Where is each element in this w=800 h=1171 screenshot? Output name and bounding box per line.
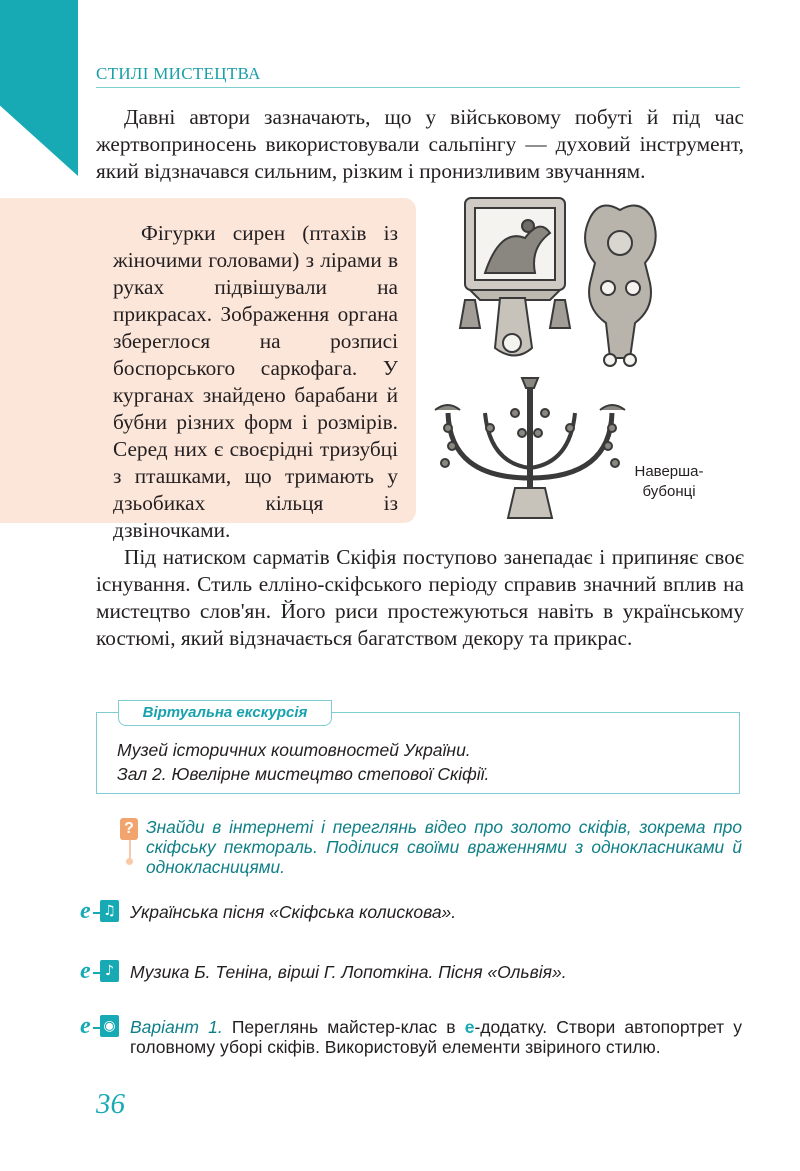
e-app-letter: e: [80, 958, 91, 984]
sidebar-text: Фігурки сирен (птахів із жіночими головами) з лірами в руках підвішували на прикрасах. Зображення органа збереглося на розписі боспорського саркофага. У курганах знайдено барабани й бубни різних форм і розмірів. Серед них є своєрідні тризубці з пташками, що тримають у дзьобиках кільця із дзвіночками.: [113, 221, 398, 542]
virtual-tour-line-2: Зал 2. Ювелірне мистецтво степової Скіфії.: [117, 764, 490, 784]
e-app-letter: e: [80, 898, 91, 924]
section-title: СТИЛІ МИСТЕЦТВА: [96, 64, 261, 83]
art-task-text-before: Переглянь майстер-клас в: [222, 1017, 465, 1037]
headphones-icon: ♫: [100, 900, 119, 922]
illustration-caption: Наверша-бубонці: [634, 463, 704, 500]
corner-tab-decoration: [0, 0, 78, 176]
media-item-text: Українська пісня «Скіфська колискова».: [130, 902, 457, 922]
square-finial-image: [460, 198, 570, 356]
art-task-text-after: -додатку. Створи автопортрет у головному уборі скіфів. Використовуй елементи звіриного стилю.: [130, 1017, 742, 1057]
trident-finial-image: [435, 378, 625, 518]
music-note-icon: ♪: [100, 960, 119, 982]
question-icon-dot: [126, 858, 133, 865]
page-number: 36: [96, 1088, 125, 1120]
e-app-letter: e: [80, 1013, 91, 1039]
task-text: Знайди в інтернеті і переглянь відео про золото скіфів, зокрема про скіфську пектораль. Поділися своїми враженнями з однокласниками й однокласницями.: [146, 817, 742, 877]
section-divider: [96, 87, 740, 88]
question-icon: ?: [120, 818, 138, 840]
e-app-inline-link[interactable]: е: [464, 1017, 475, 1037]
media-item-text: Музика Б. Теніна, вірші Г. Лопоткіна. Пісня «Ольвія».: [130, 962, 567, 982]
art-task-text: [130, 1017, 742, 1057]
paragraph-intro: Давні автори зазначають, що у військовому побуті й під час жертвоприносень використовували сальпінгу — духовий інструмент, який відзначався сильним, різким і пронизливим звучанням.: [96, 105, 744, 183]
figure-finial-image: [585, 206, 656, 367]
question-icon-stem: [129, 840, 131, 860]
art-task-variant: Варіант 1.: [130, 1017, 223, 1037]
paragraph-sarmatians: Під натиском сарматів Скіфія поступово занепадає і припиняє своє існування. Стиль елліно-скіфського періоду справив значний вплив на мистецтво слов'ян. Його риси простежуються навіть в українському костюмі, який відзначається багатством декору та прикрас.: [96, 545, 744, 650]
virtual-tour-text: [117, 738, 489, 786]
palette-icon: ◉: [100, 1015, 119, 1037]
virtual-tour-line-1: Музей історичних коштовностей України.: [117, 740, 471, 760]
virtual-tour-label: Віртуальна екскурсія: [118, 700, 332, 726]
